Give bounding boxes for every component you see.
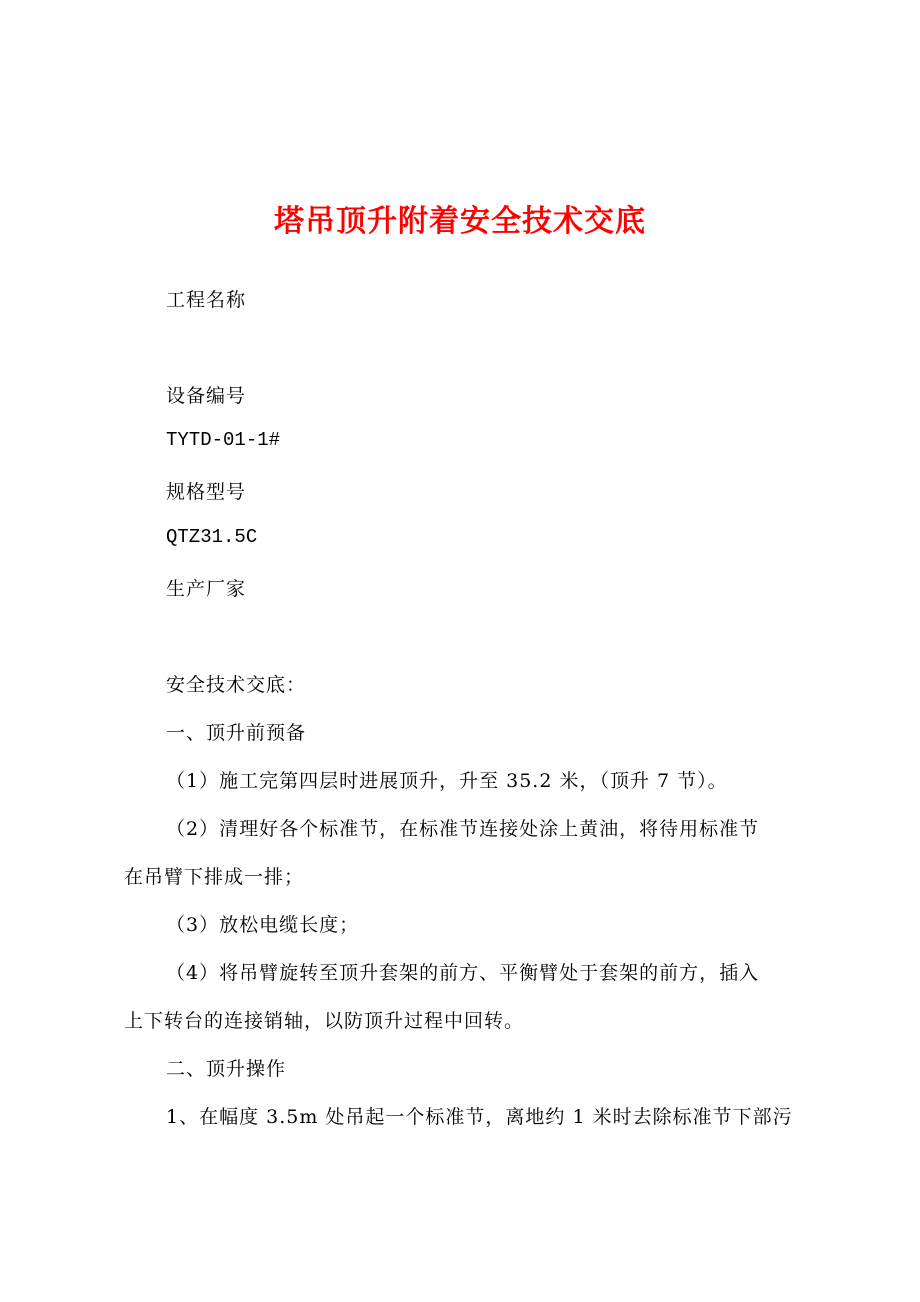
- section1-item1: （1）施工完第四层时进展顶升，升至 35.2 米，（顶升 7 节）。: [166, 770, 728, 792]
- section2-item1-line1: 1、在幅度 3.5m 处吊起一个标准节，离地约 1 米时去除标准节下部污: [166, 1106, 793, 1128]
- section1-item4-line1: （4）将吊臂旋转至顶升套架的前方、平衡臂处于套架的前方，插入: [166, 962, 760, 984]
- safety-heading: 安全技术交底：: [166, 674, 307, 696]
- spec-model-label: 规格型号: [166, 481, 247, 503]
- document-title: 塔吊顶升附着安全技术交底: [274, 204, 646, 239]
- section2-heading: 二、顶升操作: [166, 1058, 287, 1080]
- device-no-label: 设备编号: [166, 385, 247, 407]
- section1-item2-line2: 在吊臂下排成一排；: [124, 866, 305, 888]
- manufacturer-label: 生产厂家: [166, 578, 247, 600]
- section1-item2-line1: （2）清理好各个标准节，在标准节连接处涂上黄油，将待用标准节: [166, 818, 760, 840]
- device-no-value: TYTD-01-1#: [166, 429, 281, 451]
- section1-heading: 一、顶升前预备: [166, 722, 307, 744]
- section1-item4-line2: 上下转台的连接销轴，以防顶升过程中回转。: [124, 1010, 525, 1032]
- project-name-label: 工程名称: [166, 289, 247, 311]
- spec-model-value: QTZ31.5C: [166, 526, 258, 548]
- section1-item3: （3）放松电缆长度；: [166, 914, 360, 936]
